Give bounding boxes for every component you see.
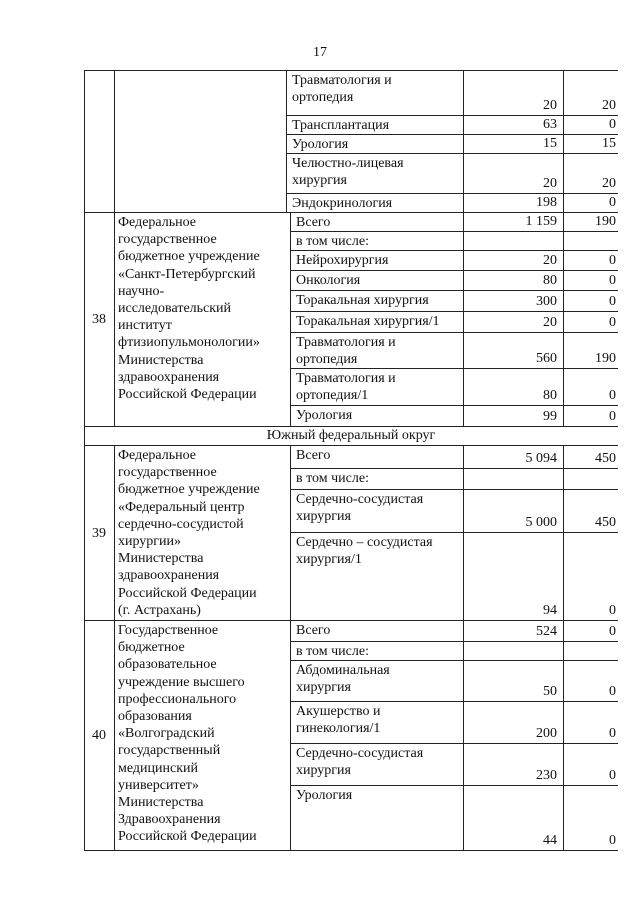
specialty-name: ортопедия	[292, 90, 354, 105]
organization-line: институт	[118, 318, 172, 334]
volume-total-cell: 1 159	[525, 214, 557, 229]
specialty-name: Абдоминальная	[296, 663, 390, 678]
volume-second-cell: 20	[602, 176, 616, 191]
organization-line: медицинский	[118, 760, 198, 776]
volume-total-cell: 560	[536, 351, 557, 366]
specialty-name: в том числе:	[296, 471, 369, 486]
specialty-name: Травматология и	[296, 371, 396, 386]
organization-line: государственное	[118, 232, 217, 248]
column-rule	[286, 70, 287, 212]
specialty-name: Торакальная хирургия/1	[296, 314, 440, 329]
specialty-name: хирургия	[296, 680, 351, 695]
volume-second-cell: 0	[609, 195, 616, 210]
volume-total-cell: 80	[543, 273, 557, 288]
volume-total-cell: 44	[543, 833, 557, 848]
organization-line: фтизиопульмонологии»	[118, 335, 260, 351]
volume-total-cell: 198	[536, 195, 557, 210]
organization-line: бюджетное учреждение	[118, 482, 260, 498]
specialty-name: Эндокринология	[292, 196, 393, 211]
volume-total-cell: 5 094	[525, 451, 557, 466]
table-border-bottom	[84, 850, 618, 851]
column-rule	[114, 445, 115, 850]
specialty-name: Всего	[296, 623, 331, 638]
organization-line: исследовательский	[118, 301, 232, 316]
volume-second-cell: 15	[602, 136, 616, 151]
volume-total-cell: 200	[536, 726, 557, 741]
volume-total-cell: 20	[543, 98, 557, 113]
volume-total-cell: 524	[536, 624, 557, 639]
organization-line: бюджетное учреждение	[118, 249, 260, 265]
volume-second-cell: 450	[595, 515, 616, 530]
volume-total-cell: 230	[536, 768, 557, 783]
organization-line: здравоохранения	[118, 568, 220, 584]
volume-second-cell: 0	[609, 768, 616, 783]
specialty-name: ортопедия/1	[296, 388, 369, 403]
volume-total-cell: 99	[543, 409, 557, 424]
organization-line: Российской Федерации	[118, 585, 257, 601]
specialty-name: Сердечно-сосудистая	[296, 746, 424, 761]
volume-second-cell: 0	[609, 273, 616, 288]
organization-line: Российской Федерации	[118, 829, 257, 845]
organization-line: «Федеральный центр	[118, 499, 245, 515]
specialty-name: Урология	[292, 137, 349, 152]
specialty-name: Урология	[296, 788, 353, 803]
volume-second-cell: 0	[609, 603, 616, 618]
volume-second-cell: 0	[609, 684, 616, 699]
organization-line: Министерства	[118, 795, 204, 810]
specialty-name: ортопедия	[296, 352, 358, 367]
specialty-name: Челюстно-лицевая	[292, 156, 404, 171]
organization-line: «Санкт-Петербургский	[118, 266, 256, 282]
volume-second-cell: 0	[609, 624, 616, 639]
organization-line: Министерства	[118, 352, 204, 368]
organization-line: профессионального	[118, 691, 237, 707]
region-rule-bottom	[84, 445, 618, 446]
column-rule	[290, 212, 291, 426]
organization-line: образования	[118, 709, 192, 724]
volume-second-cell: 0	[609, 117, 616, 132]
volume-total-cell: 300	[536, 294, 557, 309]
row-number: 38	[92, 312, 106, 327]
volume-total-cell: 20	[543, 315, 557, 330]
organization-line: образовательное	[118, 657, 217, 673]
specialty-name: Урология	[296, 408, 353, 423]
organization-line: Федеральное	[118, 215, 197, 230]
volume-total-cell: 20	[543, 253, 557, 268]
organization-line: (г. Астрахань)	[118, 602, 201, 618]
specialty-name: Сердечно – сосудистая	[296, 535, 433, 550]
volume-second-cell: 190	[595, 351, 616, 366]
specialty-name: в том числе:	[296, 644, 369, 659]
volume-total-cell: 20	[543, 176, 557, 191]
organization-line: здравоохранения	[118, 369, 220, 385]
region-header: Южный федеральный округ	[266, 428, 436, 443]
specialty-name: Травматология и	[292, 73, 392, 88]
organization-line: университет»	[118, 777, 199, 793]
volume-second-cell: 0	[609, 726, 616, 741]
volume-second-cell: 0	[609, 388, 616, 403]
volume-second-cell: 0	[609, 409, 616, 424]
specialty-name: Сердечно-сосудистая	[296, 492, 424, 507]
specialty-name: хирургия	[292, 173, 347, 188]
volume-total-cell: 50	[543, 684, 557, 699]
organization-line: государственное	[118, 465, 217, 481]
specialty-name: Травматология и	[296, 335, 396, 350]
specialty-name: Трансплантация	[292, 118, 390, 133]
page-number: 17	[313, 45, 327, 60]
organization-line: Государственное	[118, 623, 219, 638]
specialty-name: хирургия	[296, 509, 351, 524]
specialty-name: гинекология/1	[296, 721, 381, 736]
volume-second-cell: 450	[595, 451, 616, 466]
organization-line: сердечно-сосудистой	[118, 516, 244, 532]
organization-line: Здравоохранения	[118, 812, 221, 828]
organization-line: научно-	[118, 283, 165, 299]
specialty-name: Нейрохирургия	[296, 253, 389, 268]
organization-line: Российской Федерации	[118, 387, 257, 402]
volume-second-cell: 20	[602, 98, 616, 113]
organization-line: бюджетное	[118, 640, 185, 656]
volume-second-cell: 0	[609, 253, 616, 268]
volume-second-cell: 190	[595, 214, 616, 229]
volume-second-cell: 0	[609, 315, 616, 330]
specialty-name: Торакальная хирургия	[296, 293, 429, 308]
specialty-name: Всего	[296, 215, 331, 230]
volume-total-cell: 5 000	[525, 515, 557, 530]
organization-line: Министерства	[118, 551, 204, 567]
specialty-name: хирургия/1	[296, 552, 362, 567]
volume-second-cell: 0	[609, 294, 616, 309]
volume-total-cell: 63	[543, 117, 557, 132]
volume-second-cell: 0	[609, 833, 616, 848]
specialty-name: Всего	[296, 448, 331, 463]
specialty-name: хирургия	[296, 763, 351, 778]
organization-line: учреждение высшего	[118, 674, 245, 690]
organization-line: государственный	[118, 743, 221, 759]
specialty-name: Онкология	[296, 273, 361, 288]
organization-line: Федеральное	[118, 448, 197, 463]
volume-total-cell: 80	[543, 388, 557, 403]
specialty-name: в том числе:	[296, 234, 369, 249]
column-rule	[290, 620, 291, 850]
specialty-name: Акушерство и	[296, 704, 381, 719]
column-rule	[114, 70, 115, 426]
row-number: 40	[92, 728, 106, 743]
organization-line: «Волгоградский	[118, 726, 215, 742]
organization-line: хирургии»	[118, 534, 182, 549]
volume-total-cell: 94	[543, 603, 557, 618]
volume-total-cell: 15	[543, 136, 557, 151]
row-number: 39	[92, 526, 106, 541]
